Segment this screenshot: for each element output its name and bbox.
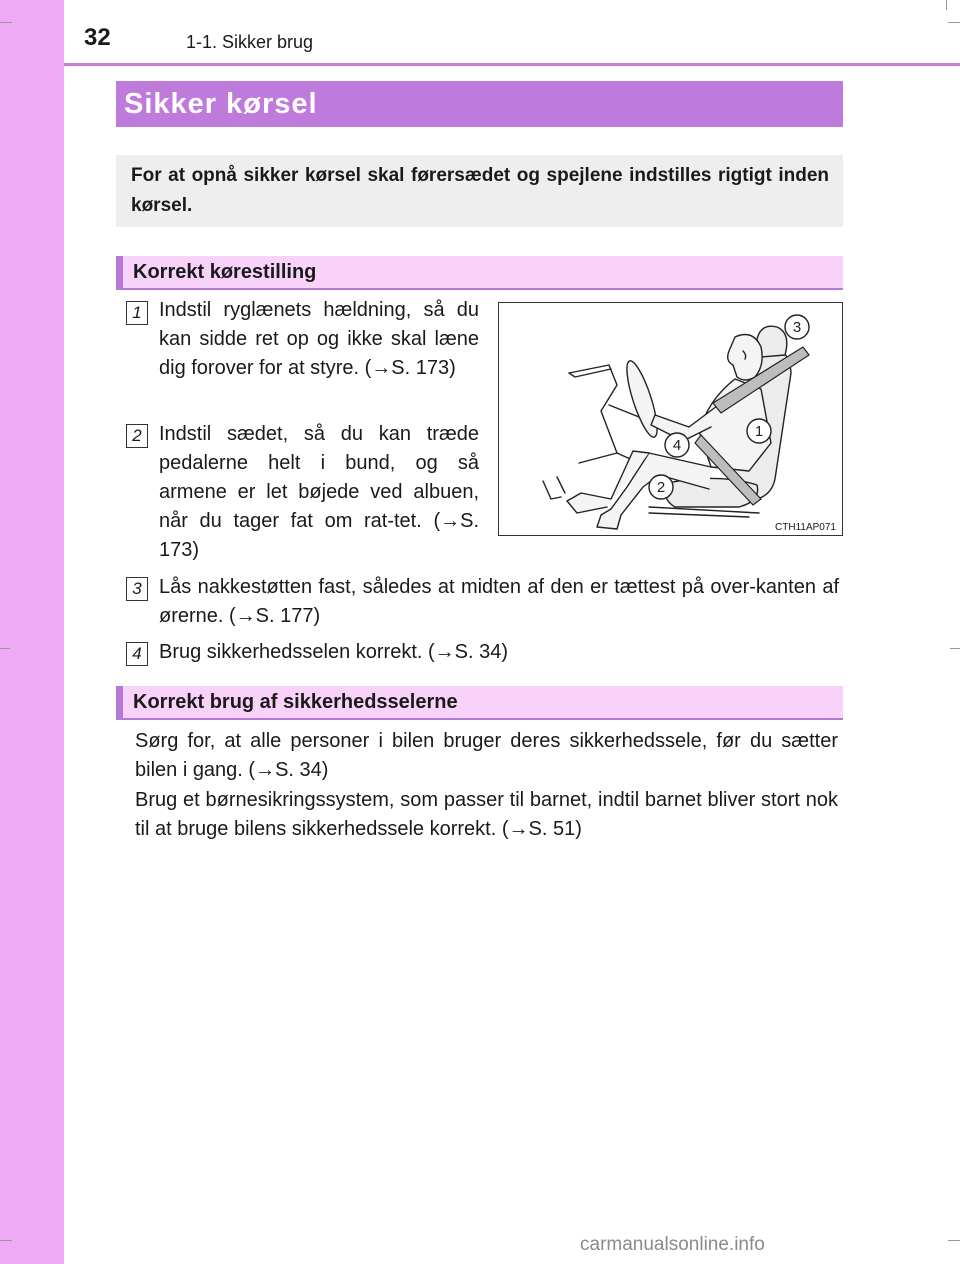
figure-code: CTH11AP071 [775, 522, 836, 533]
breadcrumb: 1-1. Sikker brug [186, 32, 314, 52]
crop-mark [0, 22, 12, 23]
header-rule [64, 63, 960, 66]
page-number: 32 [84, 24, 111, 51]
item-number-3: 3 [126, 577, 148, 601]
intro-box [116, 155, 843, 227]
item-number-4: 4 [126, 642, 148, 666]
item-1-text: Indstil ryglænets hældning, så du kan sidde ret op og ikke skal læne dig forover for at styre. (→S. 173) [159, 299, 479, 379]
seatbelt-paragraph-1: Sørg for, at alle personer i bilen bruger deres sikkerhedssele, før du sætter bilen i gang. (→S. 34) [135, 730, 838, 781]
crop-mark [946, 0, 947, 10]
section-heading-seat-belts: Korrekt brug af sikkerhedsselerne [116, 686, 843, 720]
crop-mark [948, 1240, 960, 1241]
callout-2: 2 [656, 479, 666, 496]
seatbelt-paragraph-2: Brug et børnesikringssystem, som passer til barnet, indtil barnet bliver stort nok til at bruge bilens sikkerhedssele korrekt. (→S. 51) [135, 789, 838, 840]
driver-seat-illustration [499, 303, 842, 535]
driving-position-figure [498, 302, 843, 536]
section-heading-driving-position: Korrekt kørestilling [116, 256, 843, 290]
intro-text: For at opnå sikker kørsel skal førersædet og spejlene indstilles rigtigt inden kørsel. [131, 165, 829, 216]
crop-mark [0, 648, 10, 649]
watermark: carmanualsonline.info [580, 1234, 765, 1255]
item-number-1: 1 [126, 301, 148, 325]
page-title: Sikker kørsel [116, 81, 843, 127]
crop-mark [0, 1240, 12, 1241]
item-4-text: Brug sikkerhedsselen korrekt. (→S. 34) [159, 641, 509, 663]
item-number-2: 2 [126, 424, 148, 448]
callout-3: 3 [792, 319, 802, 336]
item-2-text: Indstil sædet, så du kan træde pedalerne helt i bund, og så armene er let bøjede ved albuen, når du tager fat om rat-tet. (→S. 173) [159, 423, 479, 561]
item-3-text: Lås nakkestøtten fast, således at midten af den er tættest på over-kanten af ørerne. (→S. 177) [159, 576, 839, 627]
crop-mark [948, 22, 960, 23]
callout-1: 1 [754, 423, 764, 440]
crop-mark [950, 648, 960, 649]
callout-4: 4 [672, 437, 682, 454]
side-margin-strip [0, 0, 64, 1264]
